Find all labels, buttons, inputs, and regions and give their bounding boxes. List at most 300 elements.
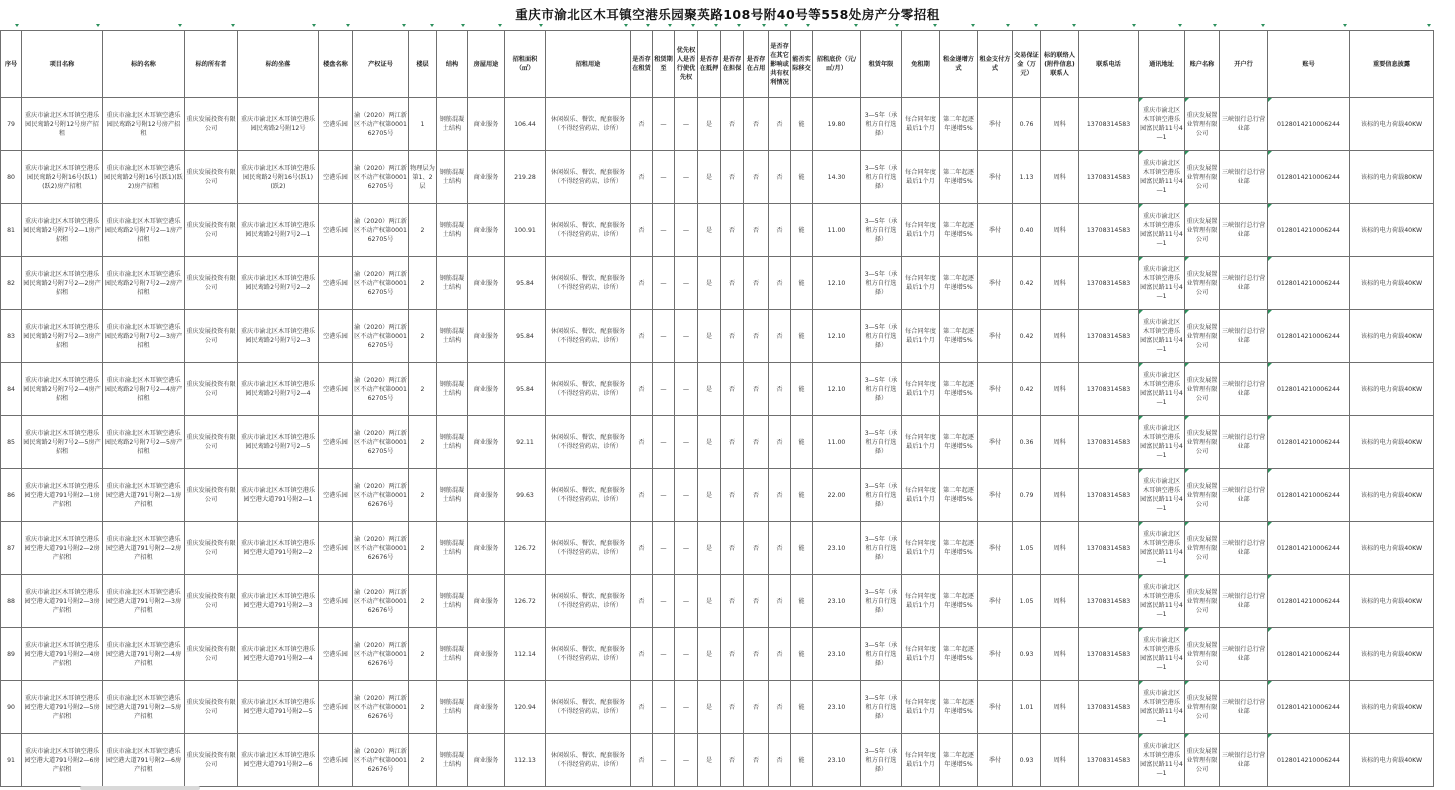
table-cell[interactable]: 重庆发展置业管理有限公司 (1185, 469, 1220, 522)
table-cell[interactable]: 12.10 (813, 363, 861, 416)
table-cell[interactable]: 3—5年（承租方自行选择） (861, 575, 902, 628)
filter-marker[interactable] (737, 24, 741, 27)
table-cell[interactable]: 每合同年度最后1个月 (902, 363, 940, 416)
column-header[interactable]: 是否存在其它影响或共有权利情况 (769, 31, 791, 98)
table-cell[interactable]: 2 (409, 734, 437, 787)
table-cell[interactable]: 第二年起逐年递增5% (940, 734, 978, 787)
column-header[interactable]: 联系电话 (1079, 31, 1139, 98)
table-cell[interactable]: 季付 (978, 98, 1013, 151)
column-header[interactable]: 租赁年限 (861, 31, 902, 98)
table-cell[interactable]: — (653, 257, 675, 310)
table-cell[interactable]: — (675, 98, 698, 151)
table-cell[interactable]: 空港乐园 (319, 98, 353, 151)
table-cell[interactable]: 重庆市渝北区木耳镇空港乐园空港大道791号附2—5房产招租 (103, 681, 185, 734)
table-cell[interactable]: 商业服务 (468, 257, 505, 310)
table-cell[interactable]: 3—5年（承租方自行选择） (861, 98, 902, 151)
table-cell[interactable]: 该标的电力荷载40KW (1350, 98, 1434, 151)
table-cell[interactable]: 否 (631, 151, 653, 204)
table-cell[interactable]: 重庆发展置业管理有限公司 (1185, 257, 1220, 310)
table-cell[interactable]: 重庆发展置业管理有限公司 (1185, 628, 1220, 681)
table-cell[interactable]: 否 (744, 628, 769, 681)
table-cell[interactable]: 季付 (978, 469, 1013, 522)
table-cell[interactable]: 重庆市渝北区木耳镇空港乐园民鸾路2号附7号2—4房产招租 (22, 363, 103, 416)
table-cell[interactable]: 是 (698, 522, 721, 575)
table-cell[interactable]: 该标的电力荷载40KW (1350, 257, 1434, 310)
table-cell[interactable]: 商业服务 (468, 98, 505, 151)
table-cell[interactable]: 第二年起逐年递增5% (940, 310, 978, 363)
table-cell[interactable]: 每合同年度最后1个月 (902, 734, 940, 787)
table-cell[interactable]: 重庆市渝北区木耳镇空港乐园民鸾路2号附16号(跃1)(跃2)房产招租 (103, 151, 185, 204)
table-cell[interactable]: 80 (1, 151, 22, 204)
table-cell[interactable]: 渝（2020）两江新区不动产权第000162705号 (353, 204, 409, 257)
table-cell[interactable]: 13708314583 (1079, 628, 1139, 681)
table-cell[interactable]: 否 (721, 734, 744, 787)
table-cell[interactable]: 否 (769, 363, 791, 416)
table-cell[interactable]: 0.93 (1013, 628, 1041, 681)
table-cell[interactable]: 三峡银行总行营业部 (1220, 522, 1268, 575)
table-cell[interactable]: 第二年起逐年递增5% (940, 204, 978, 257)
table-cell[interactable]: 否 (769, 204, 791, 257)
filter-marker[interactable] (498, 24, 502, 27)
table-cell[interactable]: 该标的电力荷载80KW (1350, 151, 1434, 204)
table-cell[interactable]: 休闲娱乐、餐饮、配套服务（不得经营药店、诊所） (546, 151, 631, 204)
table-cell[interactable]: 重庆发展投资有限公司 (185, 310, 238, 363)
table-cell[interactable]: 重庆市渝北区木耳镇空港乐园民鸾路2号附7号2—4 (238, 363, 319, 416)
table-cell[interactable]: 120.94 (505, 681, 546, 734)
table-cell[interactable]: — (675, 681, 698, 734)
table-cell[interactable]: 重庆市渝北区木耳镇空港乐园民鸾路2号附7号2—2房产招租 (22, 257, 103, 310)
table-cell[interactable]: 三峡银行总行营业部 (1220, 204, 1268, 257)
table-cell[interactable]: 95.84 (505, 257, 546, 310)
column-header[interactable]: 能否实际移交 (791, 31, 813, 98)
table-cell[interactable]: 否 (631, 681, 653, 734)
table-cell[interactable]: 商业服务 (468, 681, 505, 734)
table-cell[interactable]: 渝（2020）两江新区不动产权第000162705号 (353, 151, 409, 204)
table-cell[interactable]: 是 (698, 469, 721, 522)
table-cell[interactable]: 3—5年（承租方自行选择） (861, 522, 902, 575)
table-cell[interactable]: 0.42 (1013, 363, 1041, 416)
table-cell[interactable]: 渝（2020）两江新区不动产权第000162705号 (353, 363, 409, 416)
table-cell[interactable]: 三峡银行总行营业部 (1220, 151, 1268, 204)
column-header[interactable]: 优先权人是否行使优先权 (675, 31, 698, 98)
table-cell[interactable]: 季付 (978, 681, 1013, 734)
column-header[interactable]: 标的坐落 (238, 31, 319, 98)
table-cell[interactable]: 1.05 (1013, 575, 1041, 628)
table-cell[interactable]: 13708314583 (1079, 469, 1139, 522)
table-cell[interactable]: 100.91 (505, 204, 546, 257)
filter-marker[interactable] (646, 24, 650, 27)
table-cell[interactable]: 否 (769, 257, 791, 310)
table-cell[interactable]: 每合同年度最后1个月 (902, 151, 940, 204)
table-cell[interactable]: 休闲娱乐、餐饮、配套服务（不得经营药店、诊所） (546, 628, 631, 681)
table-cell[interactable]: 0128014210006244 (1268, 363, 1350, 416)
table-cell[interactable]: 季付 (978, 310, 1013, 363)
table-cell[interactable]: 能 (791, 628, 813, 681)
table-cell[interactable]: 能 (791, 204, 813, 257)
filter-marker[interactable] (1213, 24, 1217, 27)
table-cell[interactable]: 商业服务 (468, 363, 505, 416)
filter-marker[interactable] (346, 24, 350, 27)
table-cell[interactable]: 周科 (1041, 98, 1079, 151)
table-cell[interactable]: 重庆市渝北区木耳镇空港乐园富民路11号4—1 (1139, 575, 1185, 628)
table-cell[interactable]: 否 (744, 151, 769, 204)
table-cell[interactable]: 否 (721, 575, 744, 628)
table-cell[interactable]: 0128014210006244 (1268, 734, 1350, 787)
table-cell[interactable]: 重庆市渝北区木耳镇空港乐园富民路11号4—1 (1139, 416, 1185, 469)
table-cell[interactable]: 否 (769, 575, 791, 628)
table-cell[interactable]: 1.01 (1013, 681, 1041, 734)
table-cell[interactable]: — (653, 204, 675, 257)
table-cell[interactable]: 0.79 (1013, 469, 1041, 522)
table-cell[interactable]: 空港乐园 (319, 522, 353, 575)
table-cell[interactable]: 三峡银行总行营业部 (1220, 98, 1268, 151)
table-cell[interactable]: 重庆市渝北区木耳镇空港乐园空港大道791号附2—1房产招租 (22, 469, 103, 522)
filter-marker[interactable] (15, 24, 19, 27)
table-cell[interactable]: 渝（2020）两江新区不动产权第000162676号 (353, 522, 409, 575)
table-cell[interactable]: 第二年起逐年递增5% (940, 469, 978, 522)
table-cell[interactable]: 周科 (1041, 628, 1079, 681)
table-cell[interactable]: 渝（2020）两江新区不动产权第000162676号 (353, 734, 409, 787)
table-cell[interactable]: 84 (1, 363, 22, 416)
table-cell[interactable]: 13708314583 (1079, 734, 1139, 787)
table-cell[interactable]: 重庆发展投资有限公司 (185, 257, 238, 310)
table-cell[interactable]: 第二年起逐年递增5% (940, 575, 978, 628)
table-cell[interactable]: 1.05 (1013, 522, 1041, 575)
table-cell[interactable]: 0128014210006244 (1268, 681, 1350, 734)
table-cell[interactable]: 92.11 (505, 416, 546, 469)
table-cell[interactable]: 82 (1, 257, 22, 310)
table-cell[interactable]: 重庆市渝北区木耳镇空港乐园民鸾路2号附7号2—5 (238, 416, 319, 469)
column-header[interactable]: 项目名称 (22, 31, 103, 98)
table-cell[interactable]: 3—5年（承租方自行选择） (861, 681, 902, 734)
table-cell[interactable]: 重庆市渝北区木耳镇空港乐园富民路11号4—1 (1139, 628, 1185, 681)
table-cell[interactable]: 95.84 (505, 363, 546, 416)
table-cell[interactable]: 钢筋混凝土结构 (437, 363, 468, 416)
column-header[interactable]: 交易保证金（万元） (1013, 31, 1041, 98)
table-cell[interactable]: 0128014210006244 (1268, 575, 1350, 628)
table-cell[interactable]: 106.44 (505, 98, 546, 151)
table-cell[interactable]: 重庆发展投资有限公司 (185, 681, 238, 734)
table-cell[interactable]: 0.76 (1013, 98, 1041, 151)
table-cell[interactable]: 重庆市渝北区木耳镇空港乐园民鸾路2号附7号2—3房产招租 (103, 310, 185, 363)
table-cell[interactable]: 重庆发展置业管理有限公司 (1185, 204, 1220, 257)
table-cell[interactable]: 0128014210006244 (1268, 204, 1350, 257)
table-cell[interactable]: 休闲娱乐、餐饮、配套服务（不得经营药店、诊所） (546, 734, 631, 787)
column-header[interactable]: 账户名称 (1185, 31, 1220, 98)
table-cell[interactable]: 重庆市渝北区木耳镇空港乐园民鸾路2号附7号2—2 (238, 257, 319, 310)
table-cell[interactable]: 112.14 (505, 628, 546, 681)
table-cell[interactable]: 重庆市渝北区木耳镇空港乐园空港大道791号附2—5 (238, 681, 319, 734)
table-cell[interactable]: 重庆发展投资有限公司 (185, 363, 238, 416)
table-cell[interactable]: 91 (1, 734, 22, 787)
filter-marker[interactable] (1427, 24, 1431, 27)
table-cell[interactable]: 否 (744, 522, 769, 575)
table-cell[interactable]: 重庆发展置业管理有限公司 (1185, 734, 1220, 787)
table-cell[interactable]: 23.10 (813, 522, 861, 575)
table-cell[interactable]: 三峡银行总行营业部 (1220, 310, 1268, 363)
table-cell[interactable]: 否 (721, 416, 744, 469)
table-cell[interactable]: 能 (791, 522, 813, 575)
table-cell[interactable]: 休闲娱乐、餐饮、配套服务（不得经营药店、诊所） (546, 416, 631, 469)
table-cell[interactable]: 重庆发展置业管理有限公司 (1185, 310, 1220, 363)
table-cell[interactable]: 否 (631, 416, 653, 469)
table-cell[interactable]: — (675, 310, 698, 363)
filter-marker[interactable] (714, 24, 718, 27)
table-cell[interactable]: 重庆发展投资有限公司 (185, 98, 238, 151)
table-cell[interactable]: 是 (698, 151, 721, 204)
table-cell[interactable]: 否 (769, 734, 791, 787)
table-cell[interactable]: 0128014210006244 (1268, 522, 1350, 575)
table-cell[interactable]: 83 (1, 310, 22, 363)
table-cell[interactable]: — (675, 151, 698, 204)
table-cell[interactable]: 否 (769, 416, 791, 469)
table-cell[interactable]: 重庆市渝北区木耳镇空港乐园富民路11号4—1 (1139, 257, 1185, 310)
table-cell[interactable]: 2 (409, 310, 437, 363)
table-cell[interactable]: 每合同年度最后1个月 (902, 204, 940, 257)
table-cell[interactable]: — (675, 469, 698, 522)
table-cell[interactable]: 休闲娱乐、餐饮、配套服务（不得经营药店、诊所） (546, 257, 631, 310)
table-cell[interactable]: 渝（2020）两江新区不动产权第000162705号 (353, 310, 409, 363)
table-cell[interactable]: 3—5年（承租方自行选择） (861, 469, 902, 522)
table-cell[interactable]: 否 (721, 310, 744, 363)
table-cell[interactable]: 3—5年（承租方自行选择） (861, 151, 902, 204)
table-cell[interactable]: 钢筋混凝土结构 (437, 575, 468, 628)
column-header[interactable]: 租金递增方式 (940, 31, 978, 98)
filter-marker[interactable] (1132, 24, 1136, 27)
table-cell[interactable]: 0.42 (1013, 310, 1041, 363)
table-cell[interactable]: — (653, 363, 675, 416)
table-cell[interactable]: 12.10 (813, 257, 861, 310)
table-cell[interactable]: 0128014210006244 (1268, 469, 1350, 522)
column-header[interactable]: 租金支付方式 (978, 31, 1013, 98)
table-cell[interactable]: 23.10 (813, 681, 861, 734)
table-cell[interactable]: 三峡银行总行营业部 (1220, 416, 1268, 469)
table-cell[interactable]: 13708314583 (1079, 416, 1139, 469)
table-cell[interactable]: 13708314583 (1079, 257, 1139, 310)
table-cell[interactable]: 该标的电力荷载40KW (1350, 575, 1434, 628)
filter-marker[interactable] (933, 24, 937, 27)
table-cell[interactable]: 该标的电力荷载40KW (1350, 734, 1434, 787)
table-cell[interactable]: 否 (631, 204, 653, 257)
table-cell[interactable]: 重庆市渝北区木耳镇空港乐园空港大道791号附2—2房产招租 (103, 522, 185, 575)
table-cell[interactable]: 周科 (1041, 734, 1079, 787)
table-cell[interactable]: 空港乐园 (319, 416, 353, 469)
column-header[interactable]: 免租期 (902, 31, 940, 98)
table-cell[interactable]: 重庆市渝北区木耳镇空港乐园富民路11号4—1 (1139, 363, 1185, 416)
table-cell[interactable]: — (675, 204, 698, 257)
table-cell[interactable]: — (653, 681, 675, 734)
table-cell[interactable]: 能 (791, 310, 813, 363)
table-cell[interactable]: 重庆发展投资有限公司 (185, 628, 238, 681)
table-cell[interactable]: 否 (744, 469, 769, 522)
table-cell[interactable]: 周科 (1041, 257, 1079, 310)
table-cell[interactable]: 周科 (1041, 681, 1079, 734)
table-cell[interactable]: 空港乐园 (319, 734, 353, 787)
table-cell[interactable]: 否 (744, 204, 769, 257)
column-header[interactable]: 楼层 (409, 31, 437, 98)
table-cell[interactable]: 13708314583 (1079, 204, 1139, 257)
table-cell[interactable]: 0.42 (1013, 257, 1041, 310)
table-cell[interactable]: 能 (791, 681, 813, 734)
table-cell[interactable]: 重庆市渝北区木耳镇空港乐园空港大道791号附2—3 (238, 575, 319, 628)
table-cell[interactable]: 0128014210006244 (1268, 416, 1350, 469)
table-cell[interactable]: 重庆市渝北区木耳镇空港乐园民鸾路2号附7号2—1房产招租 (103, 204, 185, 257)
table-cell[interactable]: 季付 (978, 204, 1013, 257)
column-header[interactable]: 是否存在占用 (744, 31, 769, 98)
table-cell[interactable]: 每合同年度最后1个月 (902, 98, 940, 151)
table-cell[interactable]: 重庆市渝北区木耳镇空港乐园空港大道791号附2—1 (238, 469, 319, 522)
table-cell[interactable]: 90 (1, 681, 22, 734)
table-cell[interactable]: 否 (631, 734, 653, 787)
filter-marker[interactable] (1178, 24, 1182, 27)
column-header[interactable]: 招租底价（元/㎡/月） (813, 31, 861, 98)
table-cell[interactable]: 休闲娱乐、餐饮、配套服务（不得经营药店、诊所） (546, 204, 631, 257)
table-cell[interactable]: 周科 (1041, 204, 1079, 257)
column-header[interactable]: 是否存在抵押 (698, 31, 721, 98)
filter-marker[interactable] (668, 24, 672, 27)
table-cell[interactable]: 商业服务 (468, 204, 505, 257)
table-cell[interactable]: 钢筋混凝土结构 (437, 469, 468, 522)
filter-marker[interactable] (971, 24, 975, 27)
table-cell[interactable]: 空港乐园 (319, 204, 353, 257)
column-header[interactable]: 房屋用途 (468, 31, 505, 98)
table-cell[interactable]: 89 (1, 628, 22, 681)
filter-marker[interactable] (691, 24, 695, 27)
table-cell[interactable]: 重庆市渝北区木耳镇空港乐园民鸾路2号附7号2—1 (238, 204, 319, 257)
table-cell[interactable]: 该标的电力荷载40KW (1350, 363, 1434, 416)
table-cell[interactable]: 渝（2020）两江新区不动产权第000162676号 (353, 469, 409, 522)
table-cell[interactable]: 重庆市渝北区木耳镇空港乐园民鸾路2号附7号2—3 (238, 310, 319, 363)
table-cell[interactable]: 三峡银行总行营业部 (1220, 257, 1268, 310)
table-cell[interactable]: 81 (1, 204, 22, 257)
table-cell[interactable]: 13708314583 (1079, 151, 1139, 204)
table-cell[interactable]: 重庆市渝北区木耳镇空港乐园空港大道791号附2—4房产招租 (22, 628, 103, 681)
table-cell[interactable]: 三峡银行总行营业部 (1220, 628, 1268, 681)
table-cell[interactable]: 3—5年（承租方自行选择） (861, 734, 902, 787)
table-cell[interactable]: 0128014210006244 (1268, 98, 1350, 151)
table-cell[interactable]: 2 (409, 204, 437, 257)
table-cell[interactable]: — (653, 628, 675, 681)
table-cell[interactable]: 否 (721, 628, 744, 681)
table-cell[interactable]: 重庆市渝北区木耳镇空港乐园空港大道791号附2—6 (238, 734, 319, 787)
filter-marker[interactable] (762, 24, 766, 27)
table-cell[interactable]: 钢筋混凝土结构 (437, 310, 468, 363)
table-cell[interactable]: 能 (791, 151, 813, 204)
table-cell[interactable]: 2 (409, 469, 437, 522)
table-cell[interactable]: 每合同年度最后1个月 (902, 257, 940, 310)
table-cell[interactable]: 2 (409, 681, 437, 734)
column-header[interactable]: 开户行 (1220, 31, 1268, 98)
table-cell[interactable]: 周科 (1041, 416, 1079, 469)
column-header[interactable]: 重要信息披露 (1350, 31, 1434, 98)
column-header[interactable]: 招租用途 (546, 31, 631, 98)
filter-marker[interactable] (1034, 24, 1038, 27)
table-cell[interactable]: 19.80 (813, 98, 861, 151)
table-cell[interactable]: 重庆市渝北区木耳镇空港乐园民鸾路2号附12号房产招租 (103, 98, 185, 151)
table-cell[interactable]: — (653, 98, 675, 151)
table-cell[interactable]: 钢筋混凝土结构 (437, 628, 468, 681)
filter-marker[interactable] (624, 24, 628, 27)
table-cell[interactable]: 每合同年度最后1个月 (902, 681, 940, 734)
filter-marker[interactable] (539, 24, 543, 27)
table-cell[interactable]: — (653, 469, 675, 522)
table-cell[interactable]: 23.10 (813, 734, 861, 787)
table-cell[interactable]: 3—5年（承租方自行选择） (861, 628, 902, 681)
table-cell[interactable]: 否 (744, 681, 769, 734)
table-cell[interactable]: 重庆市渝北区木耳镇空港乐园民鸾路2号附7号2—5房产招租 (22, 416, 103, 469)
table-cell[interactable]: 重庆市渝北区木耳镇空港乐园空港大道791号附2—4 (238, 628, 319, 681)
table-cell[interactable]: 是 (698, 734, 721, 787)
table-cell[interactable]: 重庆市渝北区木耳镇空港乐园民鸾路2号附7号2—4房产招租 (103, 363, 185, 416)
table-cell[interactable]: 重庆发展置业管理有限公司 (1185, 416, 1220, 469)
table-cell[interactable]: 2 (409, 257, 437, 310)
table-cell[interactable]: 重庆市渝北区木耳镇空港乐园富民路11号4—1 (1139, 522, 1185, 575)
table-cell[interactable]: 11.00 (813, 204, 861, 257)
table-cell[interactable]: 每合同年度最后1个月 (902, 310, 940, 363)
table-cell[interactable]: 钢筋混凝土结构 (437, 151, 468, 204)
column-header[interactable]: 产权证号 (353, 31, 409, 98)
table-cell[interactable]: — (653, 575, 675, 628)
table-cell[interactable]: 季付 (978, 363, 1013, 416)
table-cell[interactable]: — (653, 151, 675, 204)
filter-marker[interactable] (1072, 24, 1076, 27)
table-cell[interactable]: — (675, 575, 698, 628)
table-cell[interactable]: 重庆市渝北区木耳镇空港乐园空港大道791号附2—5房产招租 (22, 681, 103, 734)
table-cell[interactable]: 95.84 (505, 310, 546, 363)
table-cell[interactable]: 重庆市渝北区木耳镇空港乐园富民路11号4—1 (1139, 734, 1185, 787)
table-cell[interactable]: 季付 (978, 575, 1013, 628)
table-cell[interactable]: 三峡银行总行营业部 (1220, 681, 1268, 734)
table-cell[interactable]: 否 (721, 98, 744, 151)
table-cell[interactable]: 第二年起逐年递增5% (940, 151, 978, 204)
table-cell[interactable]: 否 (631, 469, 653, 522)
table-cell[interactable]: 重庆发展置业管理有限公司 (1185, 681, 1220, 734)
table-cell[interactable]: 渝（2020）两江新区不动产权第000162705号 (353, 416, 409, 469)
table-cell[interactable]: 否 (769, 522, 791, 575)
table-cell[interactable]: 否 (744, 416, 769, 469)
table-cell[interactable]: 季付 (978, 628, 1013, 681)
table-cell[interactable]: 钢筋混凝土结构 (437, 98, 468, 151)
table-cell[interactable]: 1.13 (1013, 151, 1041, 204)
table-cell[interactable]: — (675, 363, 698, 416)
table-cell[interactable]: 该标的电力荷载40KW (1350, 416, 1434, 469)
table-cell[interactable]: 重庆市渝北区木耳镇空港乐园富民路11号4—1 (1139, 310, 1185, 363)
table-cell[interactable]: 3—5年（承租方自行选择） (861, 257, 902, 310)
column-header[interactable]: 标的所有者 (185, 31, 238, 98)
table-cell[interactable]: 周科 (1041, 522, 1079, 575)
table-cell[interactable]: 渝（2020）两江新区不动产权第000162705号 (353, 98, 409, 151)
table-cell[interactable]: 商业服务 (468, 734, 505, 787)
table-cell[interactable]: 重庆发展置业管理有限公司 (1185, 151, 1220, 204)
table-cell[interactable]: 13708314583 (1079, 681, 1139, 734)
table-cell[interactable]: 是 (698, 575, 721, 628)
table-cell[interactable]: — (653, 522, 675, 575)
column-header[interactable]: 标的名称 (103, 31, 185, 98)
table-cell[interactable]: 第二年起逐年递增5% (940, 628, 978, 681)
table-cell[interactable]: 重庆市渝北区木耳镇空港乐园民鸾路2号附7号2—3房产招租 (22, 310, 103, 363)
table-cell[interactable]: 否 (721, 522, 744, 575)
table-cell[interactable]: — (675, 628, 698, 681)
filter-marker[interactable] (402, 24, 406, 27)
column-header[interactable]: 是否存在租赁 (631, 31, 653, 98)
table-cell[interactable]: 否 (631, 98, 653, 151)
table-cell[interactable]: 季付 (978, 257, 1013, 310)
table-cell[interactable]: 休闲娱乐、餐饮、配套服务（不得经营药店、诊所） (546, 469, 631, 522)
table-cell[interactable]: 休闲娱乐、餐饮、配套服务（不得经营药店、诊所） (546, 98, 631, 151)
table-cell[interactable]: 重庆市渝北区木耳镇空港乐园富民路11号4—1 (1139, 681, 1185, 734)
table-cell[interactable]: 2 (409, 522, 437, 575)
table-cell[interactable]: 三峡银行总行营业部 (1220, 734, 1268, 787)
